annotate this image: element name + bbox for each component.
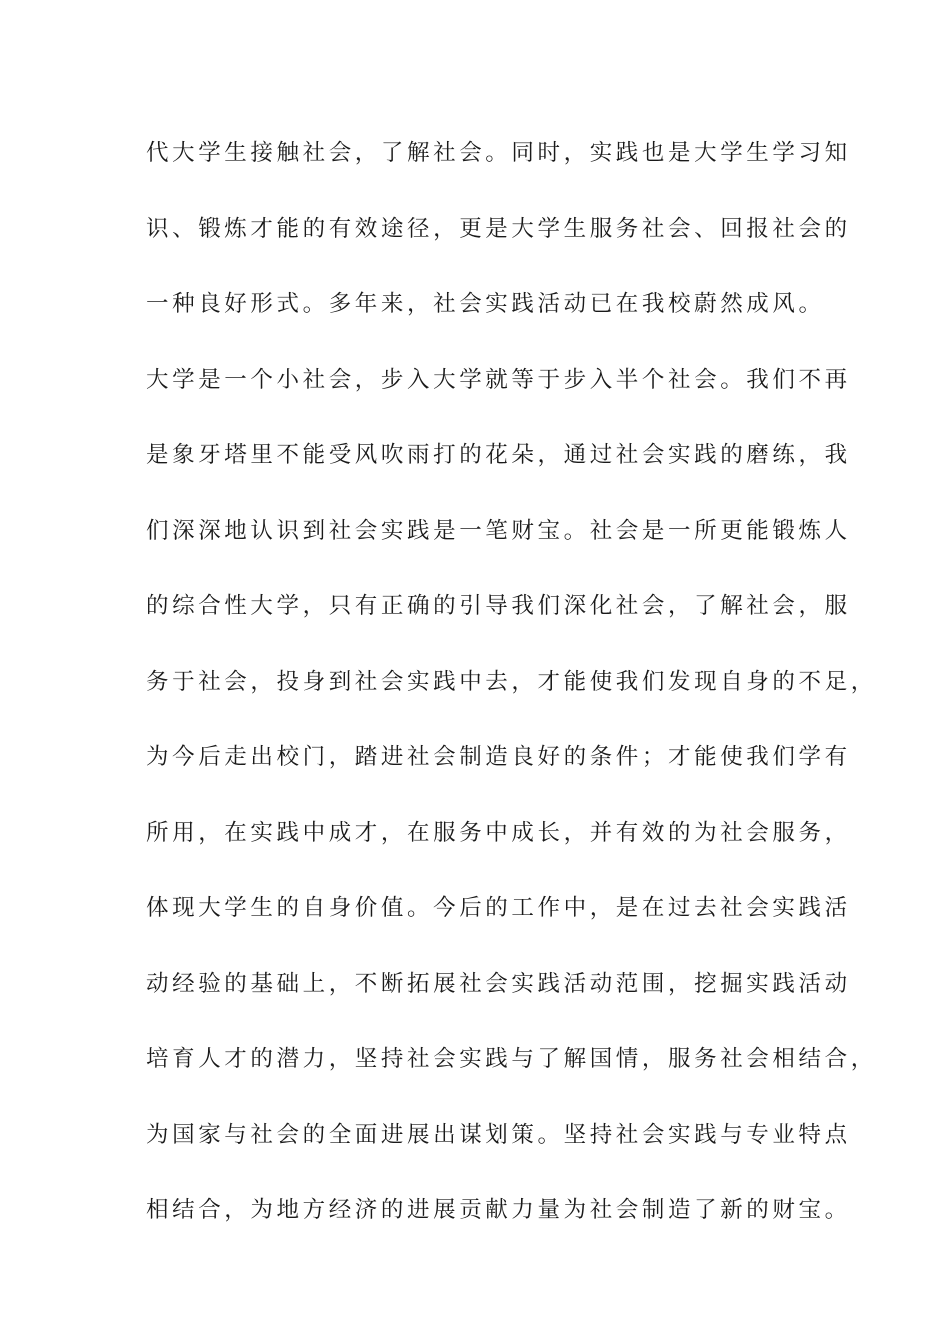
document-body (146, 131, 877, 1264)
text-line: 所用，在实践中成才，在服务中成长，并有效的为社会服务， (146, 819, 851, 846)
text-line: 是象牙塔里不能受风吹雨打的花朵，通过社会实践的磨练，我 (146, 442, 851, 468)
text-line: 动经验的基础上，不断拓展社会实践活动范围，挖掘实践活动 (146, 970, 851, 997)
text-line: 识、锻炼才能的有效途径，更是大学生服务社会、回报社会的 (146, 215, 851, 242)
text-line: 培育人才的潜力，坚持社会实践与了解国情，服务社会相结合， (146, 1046, 877, 1072)
text-line: 务于社会，投身到社会实践中去，才能使我们发现自身的不足， (146, 668, 877, 695)
text-line: 们深深地认识到社会实践是一笔财宝。社会是一所更能锻炼人 (146, 517, 851, 544)
text-line: 一种良好形式。多年来，社会实践活动已在我校蔚然成风。 (146, 291, 825, 317)
text-line: 大学是一个小社会，步入大学就等于步入半个社会。我们不再 (146, 366, 851, 393)
text-line: 代大学生接触社会，了解社会。同时，实践也是大学生学习知 (146, 140, 851, 166)
text-line: 相结合，为地方经济的进展贡献力量为社会制造了新的财宝。 (146, 1197, 851, 1223)
text-line: 体现大学生的自身价值。今后的工作中，是在过去社会实践活 (146, 895, 851, 921)
text-line: 的综合性大学，只有正确的引导我们深化社会，了解社会，服 (146, 593, 851, 619)
text-line: 为国家与社会的全面进展出谋划策。坚持社会实践与专业特点 (146, 1121, 851, 1148)
text-line: 为今后走出校门，踏进社会制造良好的条件；才能使我们学有 (146, 744, 851, 770)
